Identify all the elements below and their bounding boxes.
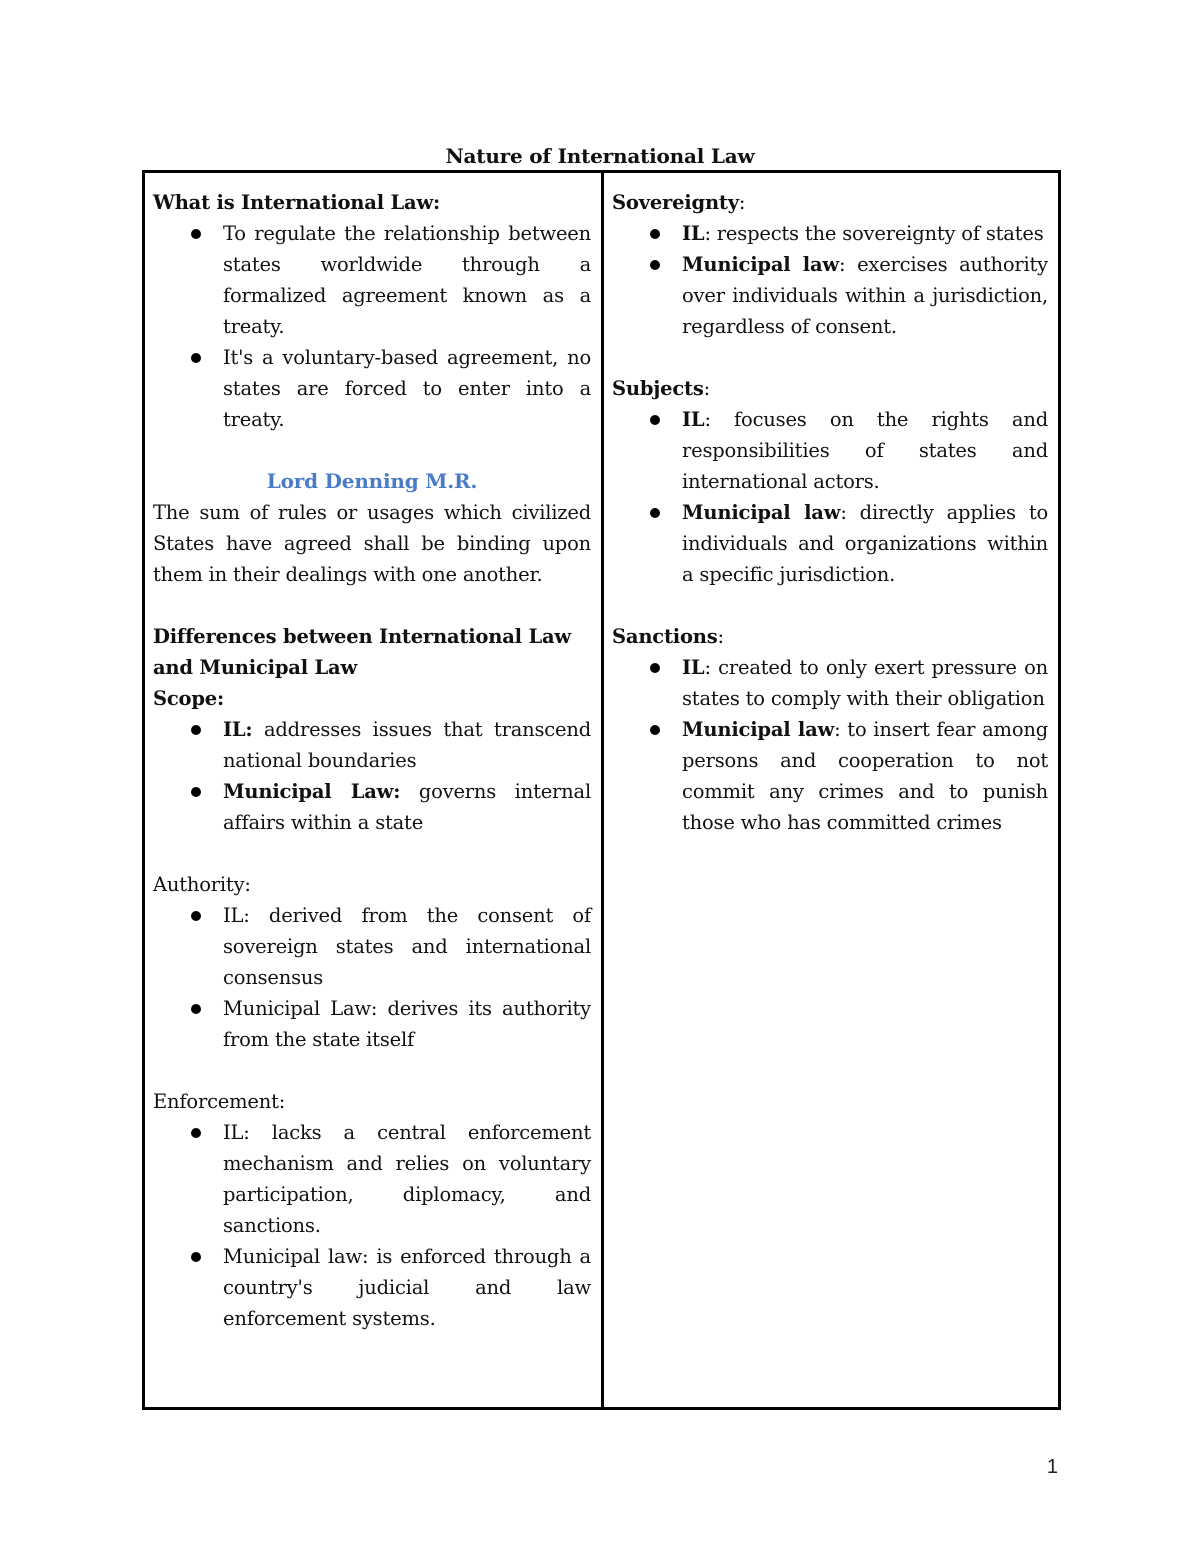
list-item-text: : respects the sovereignty of states <box>704 222 1044 245</box>
heading-colon: : <box>717 625 724 648</box>
list-item <box>153 776 591 838</box>
differences-heading: Differences between International Law and Municipal Law <box>153 625 571 679</box>
quote-text: The sum of rules or usages which civilized States have agreed shall be binding upon them in their dealings with one another. <box>153 501 591 586</box>
list-item-text: IL: derived from the consent of sovereign states and international consensus <box>223 904 591 989</box>
bullet-icon <box>650 260 660 270</box>
spacer <box>153 435 591 466</box>
list-item-text: It's a voluntary-based agreement, no states are forced to enter into a treaty. <box>223 346 591 431</box>
sovereignty-heading: Sovereignty <box>612 191 739 214</box>
quote-author: Lord Denning M.R. <box>266 469 478 493</box>
list-item-text: governs internal affairs within a state <box>223 780 591 834</box>
spacer <box>153 1055 591 1086</box>
heading-colon: : <box>703 377 710 400</box>
left-column <box>145 173 604 1407</box>
spacer <box>153 838 591 869</box>
bullet-icon <box>191 229 201 239</box>
list-item-label: IL: <box>223 718 253 741</box>
list-item <box>153 993 591 1055</box>
bullet-icon <box>191 1252 201 1262</box>
subjects-list <box>612 404 1048 590</box>
list-item <box>612 404 1048 497</box>
list-item <box>153 1117 591 1241</box>
list-item <box>612 249 1048 342</box>
page-title: Nature of International Law <box>445 144 755 168</box>
list-item-text: addresses issues that transcend national boundaries <box>223 718 591 772</box>
list-item-label: IL <box>682 222 705 245</box>
list-item <box>153 218 591 342</box>
list-item <box>153 342 591 435</box>
authority-list <box>153 900 591 1055</box>
list-item-label: Municipal law <box>682 718 835 741</box>
bullet-icon <box>650 508 660 518</box>
list-item <box>612 714 1048 838</box>
bullet-icon <box>191 725 201 735</box>
list-item-label: Municipal law <box>682 501 841 524</box>
subjects-heading-line <box>612 373 1048 404</box>
bullet-icon <box>191 787 201 797</box>
list-item-label: IL <box>682 656 705 679</box>
list-item <box>612 218 1048 249</box>
sanctions-list <box>612 652 1048 838</box>
list-item-text: : exercises authority over individuals within a jurisdiction, regardless of consent. <box>682 253 1048 338</box>
bullet-icon <box>191 353 201 363</box>
list-item-label: Municipal law <box>682 253 840 276</box>
list-item-text: To regulate the relationship between states worldwide through a formalized agreement known as a treaty. <box>223 222 591 338</box>
spacer <box>612 590 1048 621</box>
list-item-text: Municipal law: is enforced through a country's judicial and law enforcement systems. <box>223 1245 591 1330</box>
content-table <box>142 170 1061 1410</box>
bullet-icon <box>191 1004 201 1014</box>
list-item-text: IL: lacks a central enforcement mechanism and relies on voluntary participation, diplomacy, and sanctions. <box>223 1121 591 1237</box>
spacer <box>153 590 591 621</box>
sanctions-heading-line <box>612 621 1048 652</box>
list-item <box>153 1241 591 1334</box>
bullet-icon <box>191 911 201 921</box>
spacer <box>612 342 1048 373</box>
sovereignty-heading-line <box>612 187 1048 218</box>
list-item-label: IL <box>682 408 705 431</box>
list-item <box>153 714 591 776</box>
list-item <box>612 652 1048 714</box>
list-item-text: : directly applies to individuals and organizations within a specific jurisdiction. <box>682 501 1048 586</box>
bullet-icon <box>650 663 660 673</box>
list-item-text: : focuses on the rights and responsibilities of states and international actors. <box>682 408 1048 493</box>
bullet-icon <box>191 1128 201 1138</box>
list-item <box>153 900 591 993</box>
what-is-heading: What is International Law: <box>153 191 441 214</box>
bullet-icon <box>650 725 660 735</box>
what-is-list <box>153 218 591 435</box>
enforcement-heading: Enforcement: <box>153 1090 286 1113</box>
scope-heading: Scope: <box>153 687 225 710</box>
heading-colon: : <box>738 191 746 214</box>
bullet-icon <box>650 229 660 239</box>
list-item <box>612 497 1048 590</box>
list-item-text: : created to only exert pressure on states to comply with their obligation <box>682 656 1048 710</box>
sanctions-heading: Sanctions <box>612 625 718 648</box>
list-item-text: Municipal Law: derives its authority from the state itself <box>223 997 591 1051</box>
enforcement-list <box>153 1117 591 1334</box>
sovereignty-list <box>612 218 1048 342</box>
bullet-icon <box>650 415 660 425</box>
subjects-heading: Subjects <box>612 377 704 400</box>
list-item-label: Municipal Law: <box>223 780 401 803</box>
list-item-text: : to insert fear among persons and cooperation to not commit any crimes and to punish those who has committed crimes <box>682 718 1048 834</box>
authority-heading: Authority: <box>153 873 251 896</box>
scope-list <box>153 714 591 838</box>
right-column <box>604 173 1058 1407</box>
page-number: 1 <box>1046 1456 1058 1478</box>
